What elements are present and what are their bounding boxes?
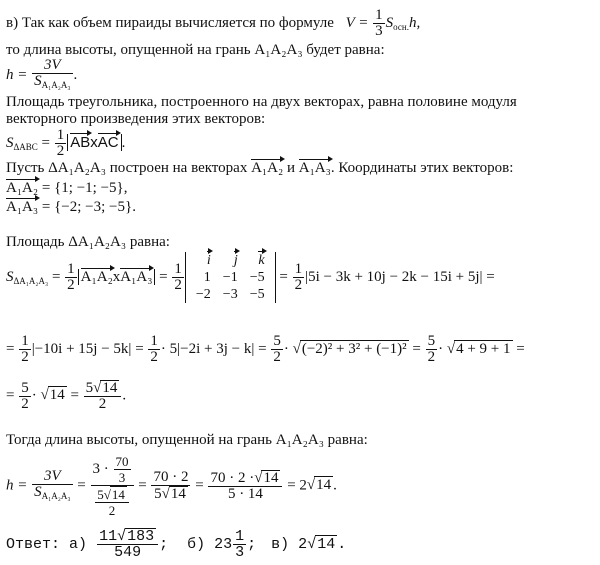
fraction-half: $\frac{1}{2}$	[56, 127, 65, 159]
sqrt-1: (−2)² + 3² + (−1)²	[301, 340, 407, 357]
line-area-text-2: векторного произведения этих векторов:	[6, 111, 266, 127]
fraction-one-third: $\frac{1}{3}$	[375, 7, 383, 39]
line-height-formula	[6, 58, 77, 93]
eq: =	[159, 268, 168, 285]
sqrt-2: 4 + 9 + 1	[456, 340, 511, 357]
answer-b: б) 23	[187, 535, 233, 553]
dot: .	[121, 134, 126, 151]
answer-b-fraction: $\frac{1}{3}$	[235, 527, 245, 561]
expr-1: |−10i + 15j − 5k| =	[31, 340, 144, 357]
dot: .	[73, 66, 78, 83]
eq: =	[41, 134, 51, 151]
line-area-abc	[6, 128, 125, 159]
line-height-calc: h = $\frac{3V}{S_{A_1A_2A_3}}$ = 3 · $\frac{70}{3}$ $\frac{5√14}{2}$ = $\frac{70 \cdot 2}{5√14}$ = $\frac{70 \cdot 2 \cdot√14}{5 \cdot 14}$ = 2√14 .	[6, 454, 337, 518]
text-tail: . Координаты этих векторов:	[330, 160, 514, 176]
cross-product-abs: ABxAC	[67, 134, 121, 151]
line-volume-formula	[6, 8, 420, 39]
answer-label: Ответ:	[6, 535, 61, 553]
vector-a1a3: A₁A₃	[298, 160, 331, 176]
answer-a-label: а)	[69, 535, 88, 553]
answer-c: в) 2	[271, 535, 308, 553]
line-norm-calc: = $\frac{1}{2}$ |−10i + 15j − 5k| = $\frac{1}{2}$ · 5|−2i + 3j − k| = $\frac{5}{2}$ · √(−2)² + 3² + (−1)² = $\frac{5}{2}$ · √4 + 9 + 1 =	[6, 333, 525, 365]
expr-2: · 5|−2i + 3j − k| =	[160, 340, 267, 357]
eq: =	[279, 268, 288, 285]
line-area-result: = $\frac{5}{2}$ · √14 = $\frac{5√14}{2}$ .	[6, 379, 127, 412]
eq: =	[51, 268, 61, 285]
vector-a1a2: A₁A₂	[6, 180, 39, 196]
line-vector-a1a3-coords	[6, 199, 136, 216]
formula-s: S	[385, 14, 394, 31]
cross-product-abs: A₁A₂xA₁A₃	[78, 269, 156, 285]
formula-h: h,	[408, 14, 421, 31]
line-vectors-intro	[6, 160, 513, 177]
formula-s-abc: S	[6, 134, 14, 151]
answer-c-sqrt: 14	[317, 535, 336, 553]
text-intro: в) Так как объем пираиды вычисляется по формуле	[6, 14, 334, 31]
complex-fraction: 3 · $\frac{70}{3}$ $\frac{5√14}{2}$	[91, 454, 134, 518]
formula-s-sub: осн.	[393, 21, 409, 32]
line-height-intro: то длина высоты, опущенной на грань A₁A₂A₃ будет равна:	[6, 42, 385, 58]
vector-a1a3: A₁A₃	[6, 199, 39, 215]
coords: = {1; −1; −5},	[41, 180, 128, 196]
fraction-half: $\frac{1}{2}$	[174, 261, 182, 293]
formula-h-eq: h =	[6, 66, 28, 83]
vector-a1a2: A₁A₂	[251, 160, 284, 176]
answer-a-fraction: $\frac{11√183}{549}$	[97, 528, 158, 560]
fraction-5sqrt14-over-2: $\frac{5√14}{2}$	[84, 380, 122, 412]
line-area-heading: Площадь ΔA₁A₂A₃ равна:	[6, 234, 170, 250]
fraction-half: $\frac{1}{2}$	[67, 261, 75, 293]
text-and: и	[286, 160, 295, 176]
coords: = {−2; −3; −5}.	[41, 199, 136, 215]
line-vector-a1a2-coords	[6, 180, 128, 197]
line-height-heading: Тогда длина высоты, опущенной на грань A₁A₂A₃ равна:	[6, 432, 368, 448]
fraction-3v-over-s: $\frac{3V}{S_{A_1A_2A_3}}$	[34, 57, 71, 90]
line-answer: Ответ: а) $\frac{11√183}{549}$ ; б) 23 $\frac{1}{3}$ ; в) 2√14 .	[6, 527, 347, 561]
determinant-matrix: i j k 1 −1 −5 −2 −3 −5	[185, 252, 276, 303]
formula-s-sub: ΔA₁A₂A₃	[13, 275, 49, 286]
formula-s-abc-sub: ΔABC	[13, 141, 38, 152]
fraction-half: $\frac{1}{2}$	[294, 261, 303, 293]
formula-s: S	[6, 268, 14, 285]
text-lead: Пусть ΔA₁A₂A₃ построен на векторах	[6, 160, 248, 176]
line-determinant	[6, 252, 495, 303]
line-area-text-1: Площадь треугольника, построенного на двух векторах, равна половине модуля	[6, 94, 517, 110]
formula-v: V =	[345, 14, 369, 31]
expansion: |5i − 3k + 10j − 2k − 15i + 5j| =	[305, 268, 495, 285]
